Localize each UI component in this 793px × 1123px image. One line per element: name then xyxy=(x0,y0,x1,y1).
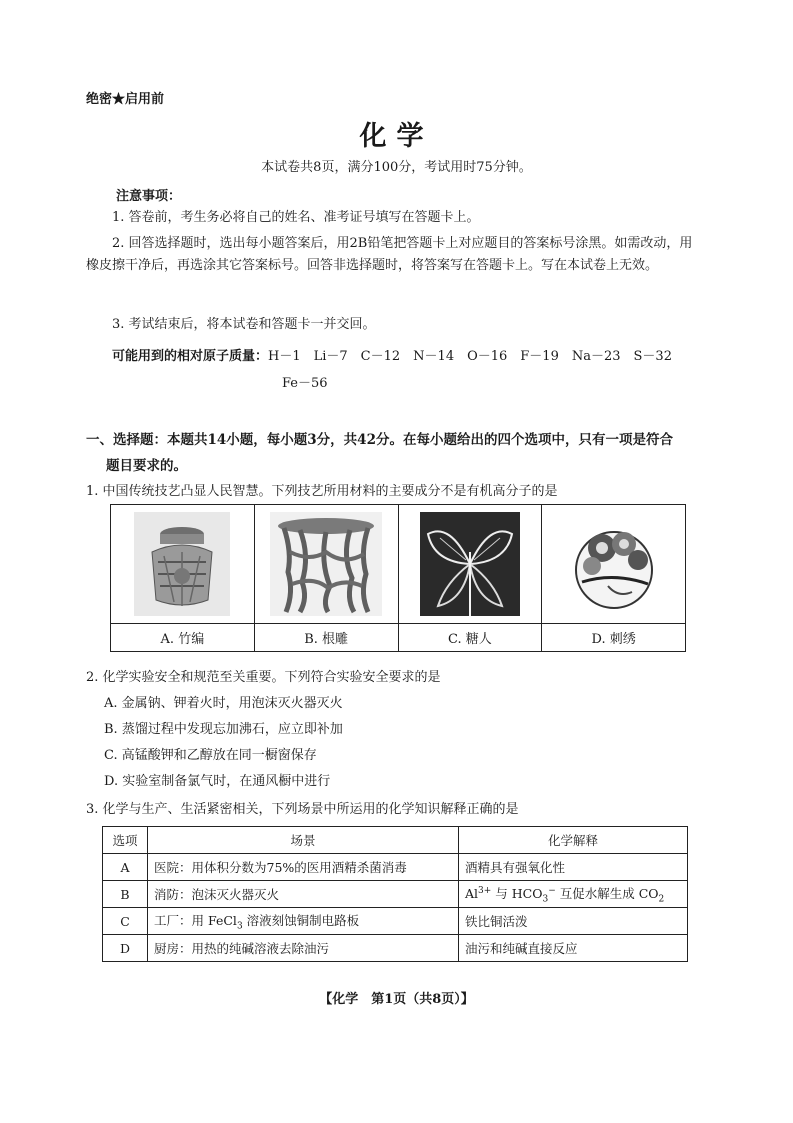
option-b-cell xyxy=(255,505,399,651)
row-scene: 厨房：用热的纯碱溶液去除油污 xyxy=(148,935,459,962)
row-option: C xyxy=(103,908,148,935)
option-d-label: D. 刺绣 xyxy=(591,632,636,647)
row-scene: 医院：用体积分数为75%的医用酒精杀菌消毒 xyxy=(148,854,459,881)
ion-al: Al xyxy=(465,885,479,901)
table-header-row xyxy=(103,827,688,854)
row-explanation: 酒精具有强氧化性 xyxy=(459,854,688,881)
ion-hco3-charge: − xyxy=(548,885,556,896)
bamboo-weaving-image xyxy=(111,505,254,624)
scene-sub: 3 xyxy=(236,921,243,932)
scene-part-a: 工厂：用 FeCl xyxy=(154,912,237,928)
row-option: B xyxy=(103,881,148,908)
option-a-label: A. 竹编 xyxy=(160,632,205,647)
question-2-option-d: D. 实验室制备氯气时，在通风橱中进行 xyxy=(104,774,331,789)
header-scene: 场景 xyxy=(148,827,459,854)
embroidery-image xyxy=(542,505,685,624)
root-carving-image xyxy=(255,505,398,624)
notice-rule-3: 3. 考试结束后，将本试卷和答题卡一并交回。 xyxy=(112,317,376,332)
question-1-stem: 1. 中国传统技艺凸显人民智慧。下列技艺所用材料的主要成分不是有机高分子的是 xyxy=(86,484,558,499)
atomic-masses-values: H－1 Li－7 C－12 N－14 O－16 F－19 Na－23 S－32 xyxy=(268,349,672,364)
notice-rule-1: 1. 答卷前，考生务必将自己的姓名、准考证号填写在答题卡上。 xyxy=(112,210,480,225)
section-heading-line2: 题目要求的。 xyxy=(106,458,187,474)
question-2-option-c: C. 高锰酸钾和乙醇放在同一橱窗保存 xyxy=(104,748,317,763)
product-co2: 互促水解生成 CO xyxy=(555,885,659,901)
question-3-table xyxy=(102,826,688,962)
question-2-stem: 2. 化学实验安全和规范至关重要。下列符合实验安全要求的是 xyxy=(86,670,441,685)
sugar-figure-image xyxy=(399,505,542,624)
option-a-cell xyxy=(111,505,255,651)
row-explanation: 铁比铜活泼 xyxy=(459,908,688,935)
row-option: A xyxy=(103,854,148,881)
option-c-label: C. 糖人 xyxy=(448,632,492,647)
notice-rule-2: 2. 回答选择题时，选出每小题答案后，用2B铅笔把答题卡上对应题目的答案标号涂黑。如需改动，用橡皮擦干净后，再选涂其它答案标号。回答非选择题时，将答案写在答题卡上。写在本试卷上无效。 xyxy=(86,236,693,273)
confidential-mark: 绝密★启用前 xyxy=(86,92,165,107)
row-scene: 消防：泡沫灭火器灭火 xyxy=(148,881,459,908)
question-1-image-table xyxy=(110,504,686,652)
option-c-cell xyxy=(399,505,543,651)
row-explanation: 油污和纯碱直接反应 xyxy=(459,935,688,962)
atomic-masses-last: Fe－56 xyxy=(282,376,328,391)
table-row xyxy=(103,881,688,908)
row-option: D xyxy=(103,935,148,962)
question-2-option-a: A. 金属钠、钾着火时，用泡沫灭火器灭火 xyxy=(104,696,343,711)
ion-al-charge: 3+ xyxy=(478,885,492,896)
table-row xyxy=(103,854,688,881)
table-row xyxy=(103,908,688,935)
section-heading xyxy=(86,427,698,479)
atomic-masses-label: 可能用到的相对原子质量： xyxy=(112,349,269,364)
question-3-stem: 3. 化学与生产、生活紧密相关，下列场景中所运用的化学知识解释正确的是 xyxy=(86,802,519,817)
section-heading-line1: 一、选择题：本题共14小题，每小题3分，共42分。在每小题给出的四个选项中，只有一项是符合 xyxy=(86,432,673,448)
row-scene xyxy=(148,908,459,935)
header-option: 选项 xyxy=(103,827,148,854)
option-d-cell xyxy=(542,505,685,651)
header-explanation: 化学解释 xyxy=(459,827,688,854)
row-explanation xyxy=(459,881,688,908)
ion-hco3-sub: 3 xyxy=(542,894,549,905)
ion-hco3: 与 HCO xyxy=(491,885,543,901)
atomic-masses xyxy=(112,343,702,397)
page-footer: 【化学 第1页（共8页）】 xyxy=(319,992,474,1007)
product-co2-sub: 2 xyxy=(658,894,665,905)
notice-title: 注意事项： xyxy=(116,189,182,204)
scene-part-b: 溶液刻蚀铜制电路板 xyxy=(242,912,360,928)
table-row xyxy=(103,935,688,962)
option-b-label: B. 根雕 xyxy=(304,632,349,647)
page-title: 化学 xyxy=(359,121,434,152)
question-2-option-b: B. 蒸馏过程中发现忘加沸石，应立即补加 xyxy=(104,722,343,737)
exam-intro: 本试卷共8页，满分100分，考试用时75分钟。 xyxy=(261,160,532,175)
